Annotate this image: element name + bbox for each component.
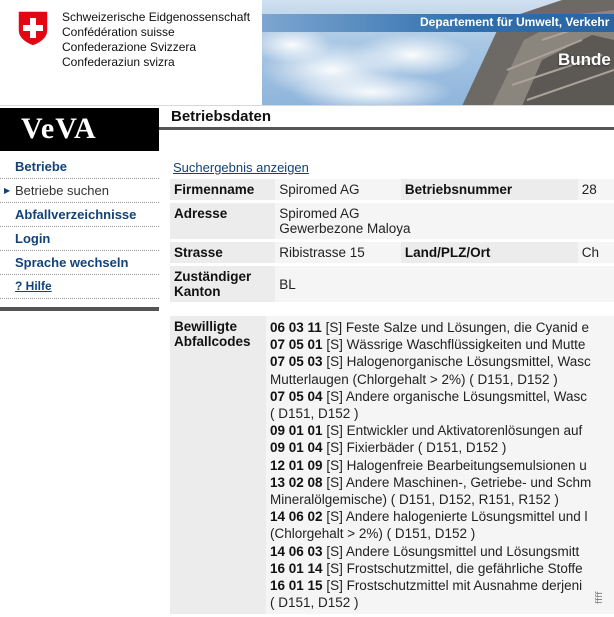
office-name: Bunde xyxy=(558,50,611,69)
list-item xyxy=(270,336,610,353)
waste-codes-table xyxy=(170,313,614,617)
logo-text: VeVA xyxy=(21,112,97,145)
waste-code-description: ( D151, D152 ) xyxy=(270,595,359,611)
table-row xyxy=(170,203,614,239)
betriebsnummer-label: Betriebsnummer xyxy=(401,179,578,200)
abfallcodes-value xyxy=(266,316,614,614)
list-item xyxy=(270,353,610,370)
adresse-value xyxy=(275,203,614,239)
site-header xyxy=(0,0,614,106)
waste-code: 16 01 14 xyxy=(270,560,323,576)
list-item xyxy=(270,508,610,525)
strasse-label: Strasse xyxy=(170,242,275,263)
waste-code-description: [S] Halogenorganische Lösungsmittel, Wasc xyxy=(322,354,591,370)
sidebar-item-label: ? Hilfe xyxy=(15,279,52,293)
list-item xyxy=(270,560,610,577)
list-item xyxy=(270,491,610,508)
sidebar-item-hilfe[interactable] xyxy=(0,275,159,299)
list-item xyxy=(270,371,610,388)
list-item xyxy=(270,422,610,439)
page-title: Betriebsdaten xyxy=(171,108,272,125)
table-row xyxy=(170,266,614,302)
land-plz-ort-value: Ch xyxy=(578,242,614,263)
sidebar-item-label: Betriebe suchen xyxy=(15,183,109,198)
waste-code: 07 05 03 xyxy=(270,354,323,370)
address-line-2: Gewerbezone Maloya xyxy=(279,221,411,236)
confederation-name-it: Confederazione Svizzera xyxy=(62,40,197,54)
waste-code: 16 01 15 xyxy=(270,578,323,594)
confederation-name-de: Schweizerische Eidgenossenschaft xyxy=(62,10,251,24)
betriebsnummer-value: 28 xyxy=(578,179,614,200)
waste-code-description: [S] Fixierbäder ( D151, D152 ) xyxy=(322,440,507,456)
table-row xyxy=(170,316,614,614)
sidebar-nav xyxy=(0,155,159,299)
kanton-label-line-1: Zuständiger xyxy=(174,269,252,284)
table-row xyxy=(170,242,614,263)
confederation-names xyxy=(62,10,250,70)
waste-code-description: Mineralölgemische) ( D151, D152, R151, R152 ) xyxy=(270,492,559,508)
waste-code-list xyxy=(270,319,610,611)
abfallcodes-label-line-1: Bewilligte xyxy=(174,319,238,334)
nav-bottom-rule xyxy=(0,307,159,311)
abfallcodes-label-line-2: Abfallcodes xyxy=(174,334,251,349)
kanton-value: BL xyxy=(275,266,614,302)
waste-code: 14 06 03 xyxy=(270,543,323,559)
search-results-link[interactable]: Suchergebnis anzeigen xyxy=(173,160,309,175)
veva-logo[interactable] xyxy=(0,108,159,151)
list-item xyxy=(270,474,610,491)
kanton-label xyxy=(170,266,275,302)
sidebar-item-label: Betriebe xyxy=(15,159,68,174)
waste-code-description: [S] Halogenfreie Bearbeitungsemulsionen u xyxy=(322,457,587,473)
waste-code-description: (Chlorgehalt > 2%) ( D151, D152 ) xyxy=(270,526,476,542)
title-divider xyxy=(159,127,614,130)
waste-code: 14 06 02 xyxy=(270,509,323,525)
waste-code: 09 01 01 xyxy=(270,423,323,439)
waste-code: 13 02 08 xyxy=(270,474,323,490)
list-item xyxy=(270,439,610,456)
list-item xyxy=(270,388,610,405)
sidebar-item-label: Sprache wechseln xyxy=(15,255,129,270)
header-banner-image xyxy=(262,0,614,106)
firmenname-label: Firmenname xyxy=(170,179,275,200)
sidebar-item-sprache-wechseln[interactable] xyxy=(0,251,159,275)
sidebar-item-betriebe[interactable] xyxy=(0,155,159,179)
waste-code: 06 03 11 xyxy=(270,320,322,335)
firmenname-value: Spiromed AG xyxy=(275,179,401,200)
list-item xyxy=(270,405,610,422)
sidebar-item-label: Abfallverzeichnisse xyxy=(15,207,137,222)
waste-code-description: [S] Andere halogenierte Lösungsmittel und l xyxy=(322,509,588,525)
page-title-bar xyxy=(159,106,614,128)
list-item xyxy=(270,319,610,336)
list-item xyxy=(270,594,610,611)
sidebar-item-abfallverzeichnisse[interactable] xyxy=(0,203,159,227)
strasse-value: Ribistrasse 15 xyxy=(275,242,401,263)
adresse-label: Adresse xyxy=(170,203,275,239)
waste-code-description: [S] Wässrige Waschflüssigkeiten und Mutte xyxy=(322,337,586,353)
company-details-table xyxy=(170,176,614,305)
waste-code-description: Mutterlaugen (Chlorgehalt > 2%) ( D151, D152 ) xyxy=(270,371,558,387)
waste-code-description: [S] Andere organische Lösungsmittel, Wasc xyxy=(322,388,587,404)
waste-code-description: ( D151, D152 ) xyxy=(270,406,359,422)
list-item xyxy=(270,543,610,560)
waste-code: 09 01 04 xyxy=(270,440,323,456)
confederation-name-rm: Confederaziun svizra xyxy=(62,55,175,69)
sidebar-item-label: Login xyxy=(15,231,51,246)
waste-code-description: [S] Frostschutzmittel, die gefährliche Stoffe xyxy=(322,560,583,576)
sidebar-item-login[interactable] xyxy=(0,227,159,251)
department-name: Departement für Umwelt, Verkehr xyxy=(420,15,610,29)
waste-code-description: [S] Andere Lösungsmittel und Lösungsmitt xyxy=(322,543,580,559)
svg-text:ffff: ffff xyxy=(595,591,605,604)
list-item xyxy=(270,457,610,474)
waste-code-description: [S] Entwickler und Aktivatorenlösungen auf xyxy=(322,423,583,439)
list-item xyxy=(270,577,610,594)
waste-code: 07 05 04 xyxy=(270,388,323,404)
list-item xyxy=(270,525,610,542)
land-plz-ort-label: Land/PLZ/Ort xyxy=(401,242,578,263)
kanton-label-line-2: Kanton xyxy=(174,284,221,299)
table-row xyxy=(170,179,614,200)
confederation-name-fr: Confédération suisse xyxy=(62,25,175,39)
waste-code: 12 01 09 xyxy=(270,457,323,473)
print-icon[interactable] xyxy=(593,558,605,606)
waste-code-description: [S] Frostschutzmittel mit Ausnahme derjeni xyxy=(322,578,583,594)
waste-code: 07 05 01 xyxy=(270,337,323,353)
swiss-coat-of-arms-icon xyxy=(17,10,49,47)
waste-code-description: [S] Andere Maschinen-, Getriebe- und Schm xyxy=(322,474,592,490)
waste-code-description: [S] Feste Salze und Lösungen, die Cyanid e xyxy=(321,320,589,335)
abfallcodes-label xyxy=(170,316,266,614)
address-line-1: Spiromed AG xyxy=(279,206,360,221)
sidebar-item-betriebe-suchen[interactable] xyxy=(0,179,159,203)
current-arrow-icon: ▶ xyxy=(4,186,11,195)
department-bar xyxy=(262,14,614,32)
